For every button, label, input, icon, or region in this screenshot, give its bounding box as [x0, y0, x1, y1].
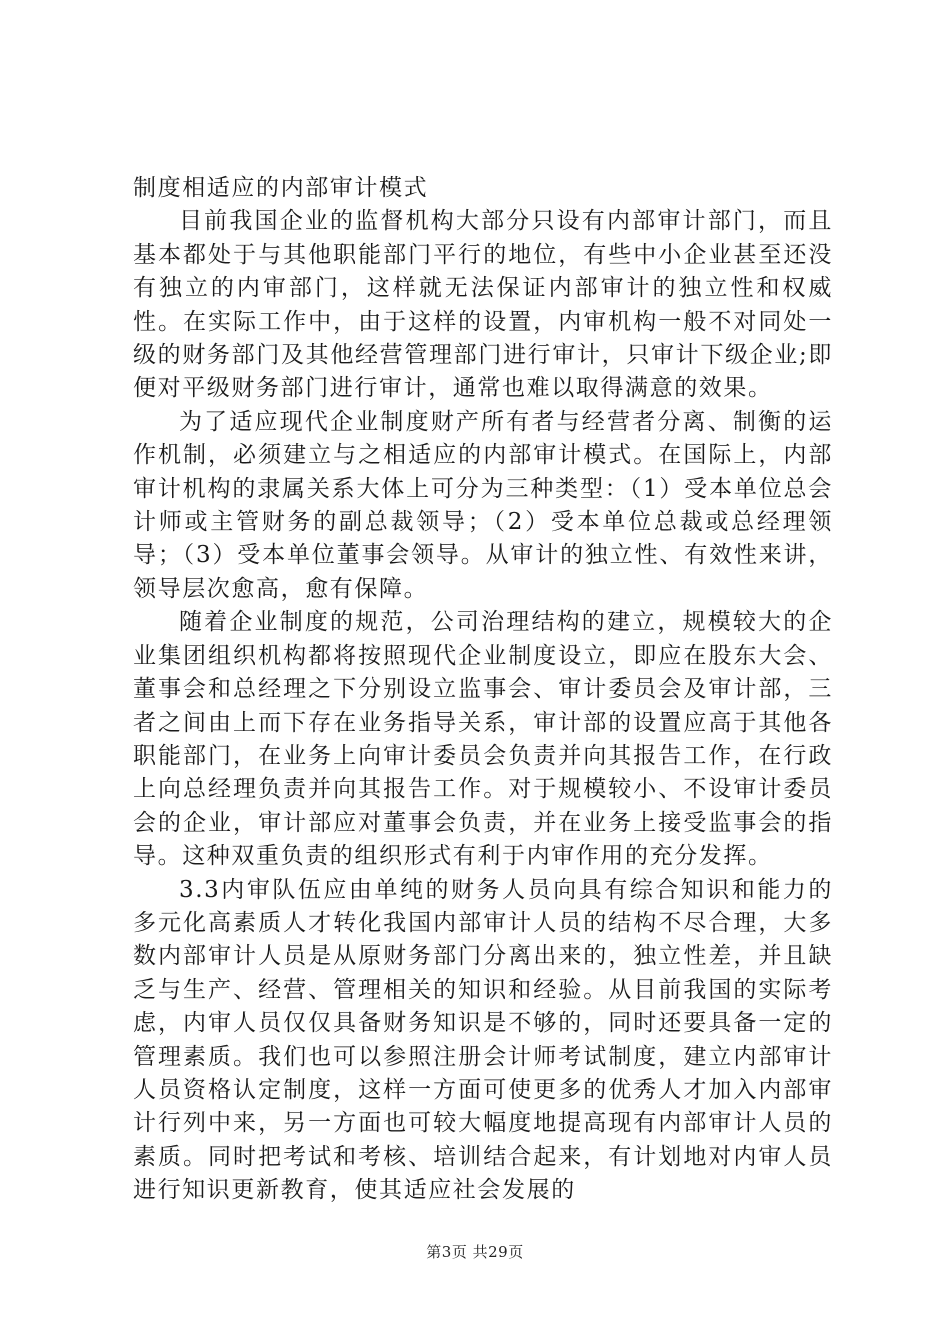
body-paragraph: 目前我国企业的监督机构大部分只设有内部审计部门，而且基本都处于与其他职能部门平行的地位，有些中小企业甚至还没有独立的内审部门，这样就无法保证内部审计的独立性和权威性。在实际工作中，由于这样的设置，内审机构一般不对同处一级的财务部门及其他经营管理部门进行审计，只审计下级企业;即便对平级财务部门进行审计，通常也难以取得满意的效果。	[133, 208, 833, 402]
body-paragraph: 3.3内审队伍应由单纯的财务人员向具有综合知识和能力的多元化高素质人才转化我国内部审计人员的结构不尽合理，大多数内部审计人员是从原财务部门分离出来的，独立性差，并且缺乏与生产、经营、管理相关的知识和经验。从目前我国的实际考虑，内审人员仅仅具备财务知识是不够的，同时还要具备一定的管理素质。我们也可以参照注册会计师考试制度，建立内部审计人员资格认定制度，这样一方面可使更多的优秀人才加入内部审计行列中来，另一方面也可较大幅度地提高现有内部审计人员的素质。同时把考试和考核、培训结合起来，有计划地对内审人员进行知识更新教育，使其适应社会发展的	[133, 876, 833, 1204]
heading-continuation: 制度相适应的内部审计模式	[133, 175, 429, 201]
document-body	[133, 172, 833, 1208]
body-paragraph: 随着企业制度的规范，公司治理结构的建立，规模较大的企业集团组织机构都将按照现代企业制度设立，即应在股东大会、董事会和总经理之下分别设立监事会、审计委员会及审计部，三者之间由上而下存在业务指导关系，审计部的设置应高于其他各职能部门，在业务上向审计委员会负责并向其报告工作，在行政上向总经理负责并向其报告工作。对于规模较小、不设审计委员会的企业，审计部应对董事会负责，并在业务上接受监事会的指导。这种双重负责的组织形式有利于内审作用的充分发挥。	[133, 609, 833, 870]
page-number-footer: 第3页 共29页	[426, 1243, 524, 1261]
body-paragraph: 为了适应现代企业制度财产所有者与经营者分离、制衡的运作机制，必须建立与之相适应的内部审计模式。在国际上，内部审计机构的隶属关系大体上可分为三种类型：（1）受本单位总会计师或主管财务的副总裁领导；（2）受本单位总裁或总经理领导；（3）受本单位董事会领导。从审计的独立性、有效性来讲，领导层次愈高，愈有保障。	[133, 408, 833, 602]
